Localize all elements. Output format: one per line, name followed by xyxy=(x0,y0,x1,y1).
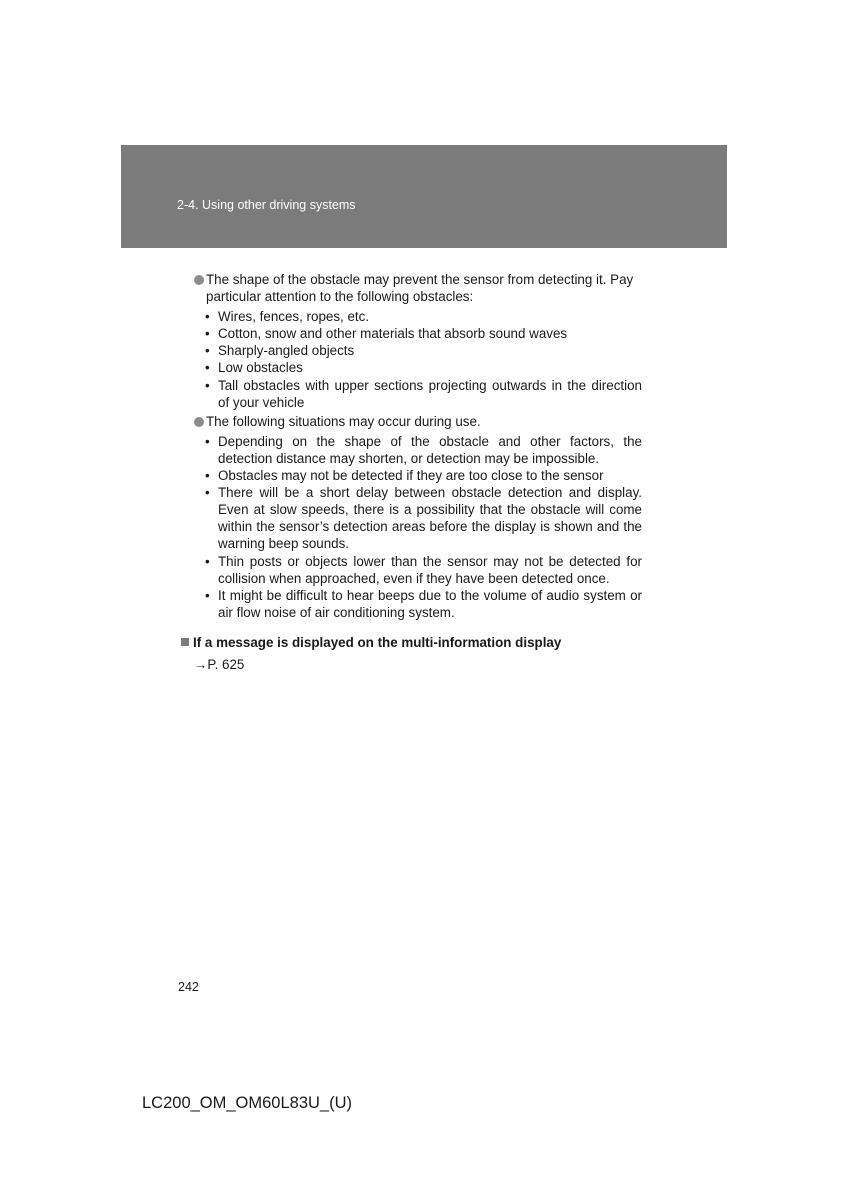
main-content xyxy=(194,271,642,621)
note-text: The following situations may occur during use. xyxy=(206,413,481,429)
bullet-icon: • xyxy=(205,309,210,325)
list-item: • There will be a short delay between obstacle detection and display. Even at slow speeds, there is a possibility that the obstacle will come within the sensor’s detection areas before the display is shown and the warning beep sounds. xyxy=(205,485,642,552)
list-item: • Tall obstacles with upper sections projecting outwards in the direction of your vehicle xyxy=(205,377,642,410)
bullet-icon: • xyxy=(205,433,210,449)
note-paragraph xyxy=(194,413,642,430)
list-item: • Low obstacles xyxy=(205,360,303,376)
document-code: LC200_OM_OM60L83U_(U) xyxy=(142,1094,353,1112)
list-item: • Obstacles may not be detected if they are too close to the sensor xyxy=(205,468,604,484)
page-reference-link[interactable]: →P. 625 xyxy=(194,657,245,672)
bullet-icon: • xyxy=(205,326,210,342)
section-title: 2-4. Using other driving systems xyxy=(177,198,356,212)
bullet-icon: • xyxy=(205,377,210,393)
bullet-icon: • xyxy=(205,360,210,376)
filled-square-icon xyxy=(181,638,189,646)
note-paragraph xyxy=(194,271,642,305)
filled-circle-icon xyxy=(194,417,204,427)
bullet-icon: • xyxy=(205,553,210,569)
list-item: • Thin posts or objects lower than the sensor may not be detected for collision when approached, even if they have been detected once. xyxy=(205,553,642,586)
subsection-title: If a message is displayed on the multi-information display xyxy=(193,635,562,650)
note-text: The shape of the obstacle may prevent the sensor from detecting it. Pay particular attention to the following obstacles: xyxy=(206,272,634,305)
bullet-icon: • xyxy=(205,587,210,603)
subsection-heading xyxy=(181,634,561,651)
situations-list xyxy=(194,433,642,621)
section-header-band xyxy=(121,145,727,248)
list-item: • It might be difficult to hear beeps due to the volume of audio system or air flow noise of air conditioning system. xyxy=(205,587,642,620)
list-item: • Wires, fences, ropes, etc. xyxy=(205,309,370,325)
bullet-icon: • xyxy=(205,468,210,484)
list-item: • Cotton, snow and other materials that absorb sound waves xyxy=(205,326,568,342)
filled-circle-icon xyxy=(194,275,204,285)
obstacle-list xyxy=(194,308,642,411)
list-item: • Depending on the shape of the obstacle and other factors, the detection distance may shorten, or detection may be impossible. xyxy=(205,433,642,466)
list-item: • Sharply-angled objects xyxy=(205,343,355,359)
bullet-icon: • xyxy=(205,343,210,359)
page-number: 242 xyxy=(178,980,199,994)
bullet-icon: • xyxy=(205,485,210,501)
